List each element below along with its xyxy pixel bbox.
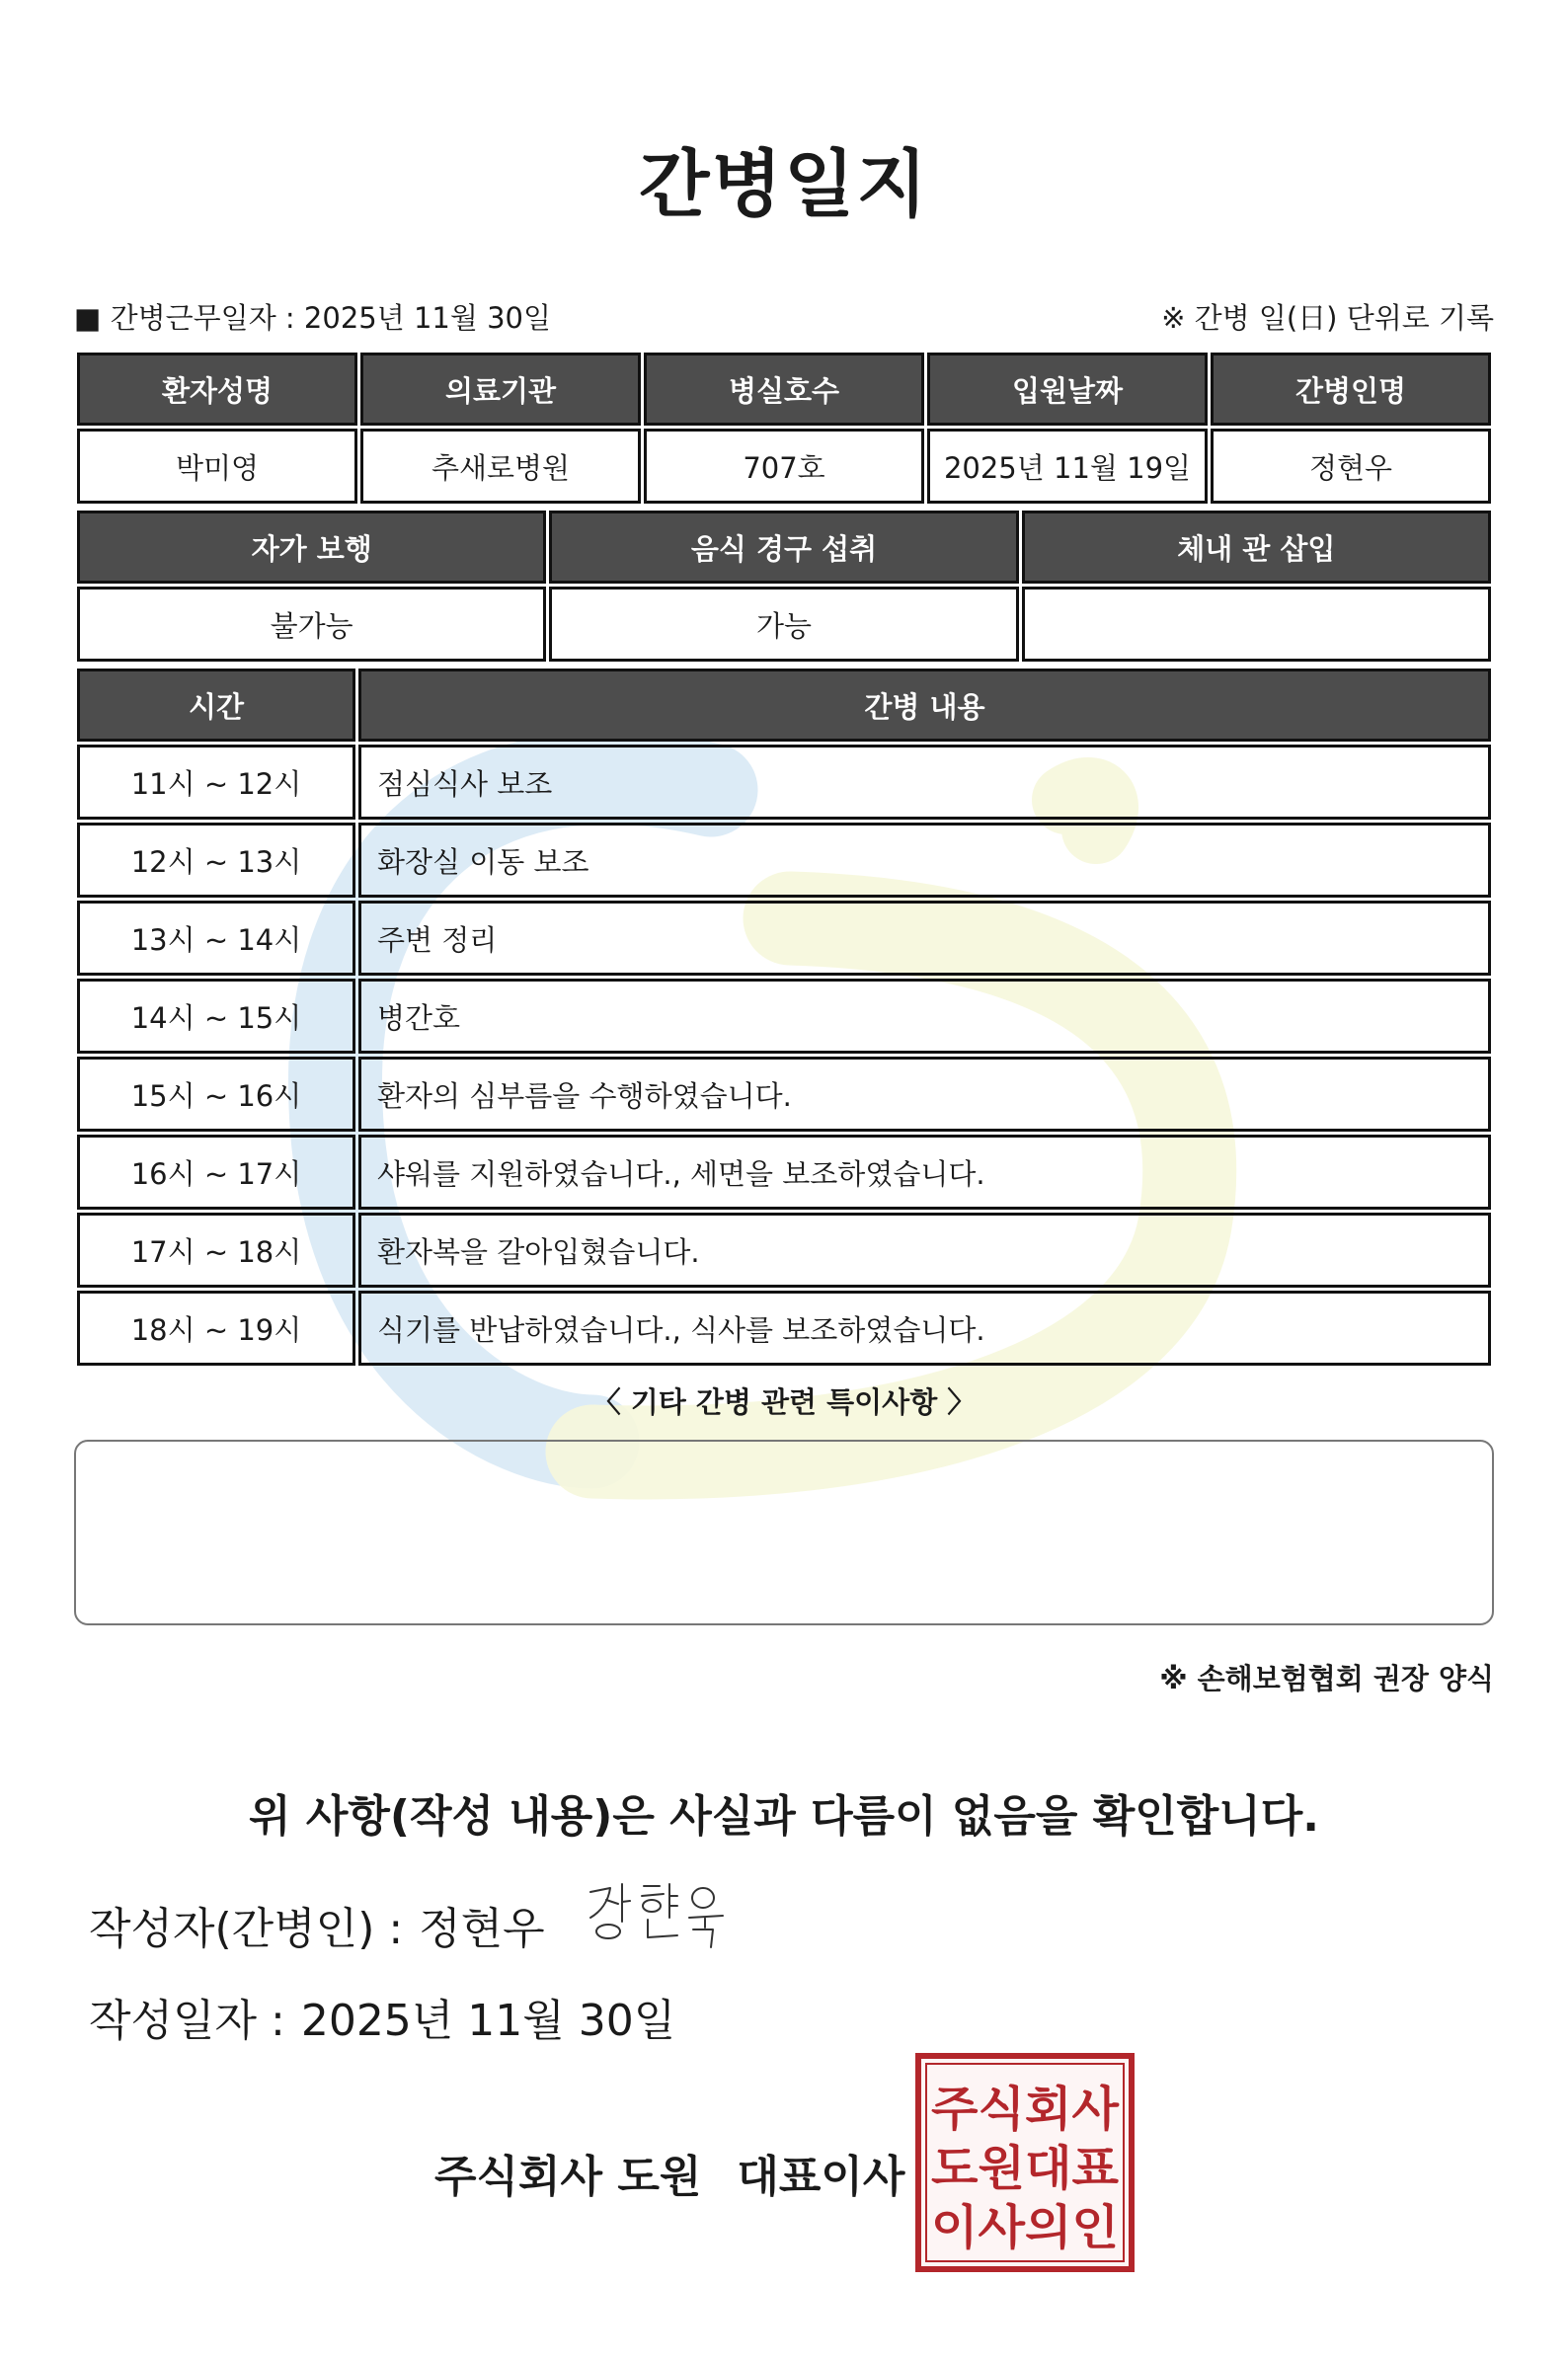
writer-line [89, 1893, 545, 1956]
time-cell: 11시 ~ 12시 [77, 745, 355, 820]
notes-title: 〈 기타 간병 관련 특이사항 〉 [591, 1385, 977, 1419]
content-cell: 환자복을 갈아입혔습니다. [358, 1213, 1491, 1288]
header-patient-name: 환자성명 [77, 353, 357, 426]
confirmation-statement: 위 사항(작성 내용)은 사실과 다름이 없음을 확인합니다. [249, 1791, 1319, 1842]
patient-status-table [74, 508, 1494, 665]
write-date-value: 2025년 11월 30일 [300, 1996, 676, 2046]
header-admission-date: 입원날짜 [927, 353, 1208, 426]
content-cell: 화장실 이동 보조 [358, 823, 1491, 898]
table-row [77, 979, 1491, 1054]
writer-name: 정현우 [419, 1904, 545, 1954]
content-cell: 환자의 심부름을 수행하였습니다. [358, 1057, 1491, 1132]
work-date-label: ■ 간병근무일자 : [74, 301, 295, 335]
header-oral-intake: 음식 경구 섭취 [549, 511, 1018, 584]
content-cell: 병간호 [358, 979, 1491, 1054]
table-row [77, 1135, 1491, 1210]
table-row [77, 901, 1491, 976]
table-row [77, 1291, 1491, 1366]
patient-header-row [77, 353, 1491, 426]
status-value-row [77, 587, 1491, 662]
status-header-row [77, 511, 1491, 584]
company-line [434, 2141, 904, 2204]
svg-text:이사의인: 이사의인 [931, 2200, 1119, 2255]
write-date-line [89, 1985, 675, 2048]
care-header-row [77, 669, 1491, 742]
notes-box [74, 1440, 1494, 1625]
writer-label: 작성자(간병인) : [89, 1904, 404, 1954]
time-cell: 13시 ~ 14시 [77, 901, 355, 976]
tube-insertion-value [1022, 587, 1491, 662]
work-date-value: 2025년 11월 30일 [303, 301, 552, 335]
admission-date: 2025년 11월 19일 [927, 429, 1208, 504]
table-row [77, 1057, 1491, 1132]
company-name: 주식회사 도원 [434, 2152, 702, 2202]
company-seal [914, 2052, 1136, 2273]
content-cell: 식기를 반납하였습니다., 식사를 보조하였습니다. [358, 1291, 1491, 1366]
svg-text:주식회사: 주식회사 [931, 2082, 1120, 2137]
table-row [77, 1213, 1491, 1288]
content-cell: 점심식사 보조 [358, 745, 1491, 820]
svg-text:도원대표: 도원대표 [931, 2141, 1120, 2196]
time-cell: 15시 ~ 16시 [77, 1057, 355, 1132]
oral-intake-value: 가능 [549, 587, 1018, 662]
content-cell: 주변 정리 [358, 901, 1491, 976]
work-date-line [74, 296, 551, 337]
header-care-content: 간병 내용 [358, 669, 1491, 742]
table-row [77, 823, 1491, 898]
care-log-table [74, 666, 1494, 1369]
header-room: 병실호수 [644, 353, 924, 426]
record-note: ※ 간병 일(日) 단위로 기록 [1161, 301, 1494, 335]
time-cell: 16시 ~ 17시 [77, 1135, 355, 1210]
patient-name: 박미영 [77, 429, 357, 504]
time-cell: 18시 ~ 19시 [77, 1291, 355, 1366]
page-title: 간병일지 [639, 142, 929, 227]
time-cell: 14시 ~ 15시 [77, 979, 355, 1054]
write-date-label: 작성일자 : [89, 1996, 285, 2046]
self-walking-value: 불가능 [77, 587, 546, 662]
company-representative: 대표이사 [737, 2152, 905, 2202]
time-cell: 17시 ~ 18시 [77, 1213, 355, 1288]
header-self-walking: 자가 보행 [77, 511, 546, 584]
header-caregiver-name: 간병인명 [1211, 353, 1491, 426]
room-number: 707호 [644, 429, 924, 504]
content-cell: 샤워를 지원하였습니다., 세면을 보조하였습니다. [358, 1135, 1491, 1210]
hospital-name: 추새로병원 [360, 429, 641, 504]
caregiver-name: 정현우 [1211, 429, 1491, 504]
time-cell: 12시 ~ 13시 [77, 823, 355, 898]
header-hospital: 의료기관 [360, 353, 641, 426]
patient-info-table [74, 350, 1494, 507]
header-tube-insertion: 체내 관 삽입 [1022, 511, 1491, 584]
signature-image [583, 1874, 731, 1953]
table-row [77, 745, 1491, 820]
patient-value-row [77, 429, 1491, 504]
header-time: 시간 [77, 669, 355, 742]
form-note: ※ 손해보험협회 권장 양식 [1159, 1662, 1494, 1695]
